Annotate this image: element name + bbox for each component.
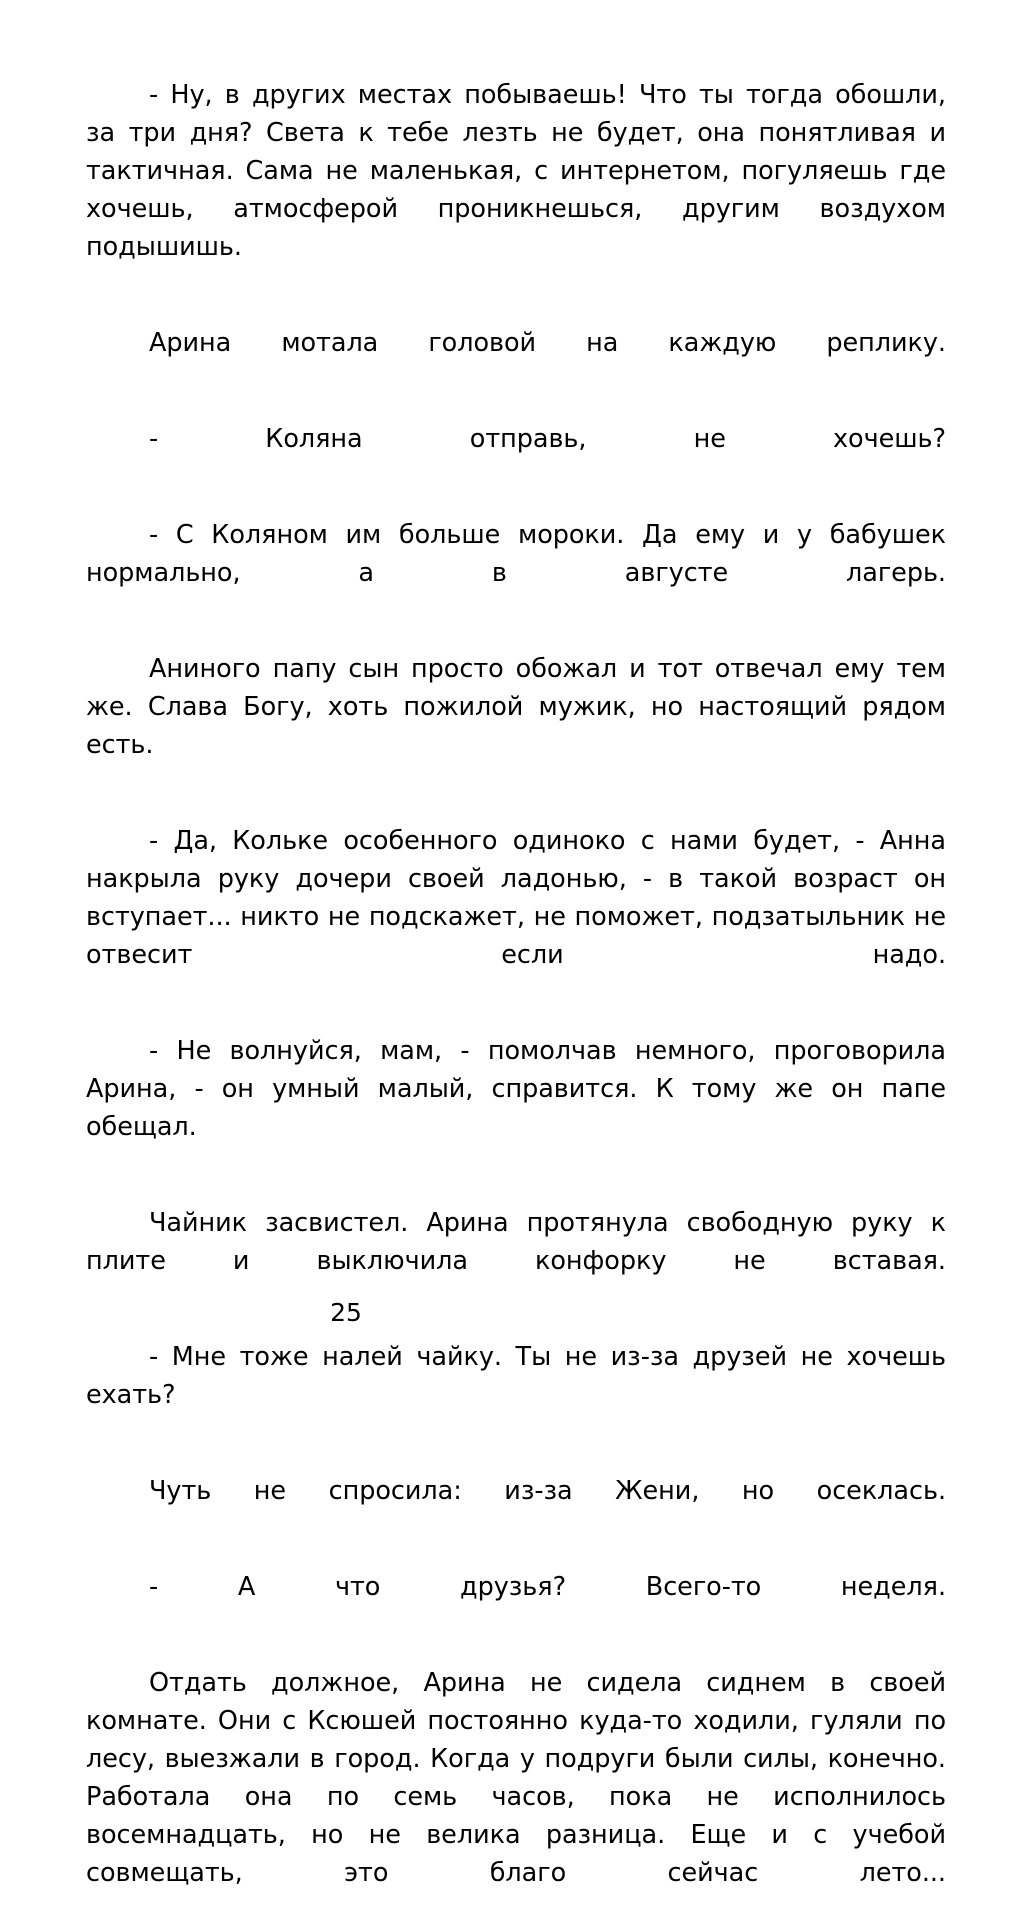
body-text-column — [86, 76, 946, 1930]
paragraph-3: - Коляна отправь, не хочешь? — [149, 424, 946, 454]
paragraph-5: Аниного папу сын просто обожал и тот отвечал ему тем же. Слава Богу, хоть пожилой мужик, но настоящий рядом есть. — [86, 654, 946, 760]
paragraph-6: - Да, Кольке особенного одиноко с нами будет, - Анна накрыла руку дочери своей ладонью, - в такой возраст он вступает... никто не подскажет, не поможет, подзатыльник не отвесит если надо. — [86, 826, 946, 970]
paragraph-7: - Не волнуйся, мам, - помолчав немного, проговорила Арина, - он умный малый, справится. К тому же он папе обещал. — [86, 1036, 946, 1142]
paragraph-10: Чуть не спросила: из-за Жени, но осеклась. — [149, 1476, 946, 1506]
paragraph-9: - Мне тоже налей чайку. Ты не из-за друзей не хочешь ехать? — [86, 1342, 946, 1410]
paragraph-12: Отдать должное, Арина не сидела сиднем в своей комнате. Они с Ксюшей постоянно куда-то ходили, гуляли по лесу, выезжали в город. Когда у подруги были силы, конечно. Работала она по семь часов, пока не исполнилось восемнадцать, но не велика разница. Еще и с учебой совмещать, это благо сейчас лето... — [86, 1668, 946, 1888]
paragraph-4: - С Коляном им больше мороки. Да ему и у бабушек нормально, а в августе лагерь. — [86, 520, 946, 588]
paragraph-2: Арина мотала головой на каждую реплику. — [149, 328, 946, 358]
paragraph-11: - А что друзья? Всего-то неделя. — [149, 1572, 946, 1602]
paragraph-1: - Ну, в других местах побываешь! Что ты тогда обошли, за три дня? Света к тебе лезть не будет, она понятливая и тактичная. Сама не маленькая, с интернетом, погуляешь где хочешь, атмосферой проникнешься, другим воздухом подышишь. — [86, 80, 946, 262]
page-number: 25 — [330, 1298, 362, 1327]
paragraph-8: Чайник засвистел. Арина протянула свободную руку к плите и выключила конфорку не вставая. — [86, 1208, 946, 1276]
